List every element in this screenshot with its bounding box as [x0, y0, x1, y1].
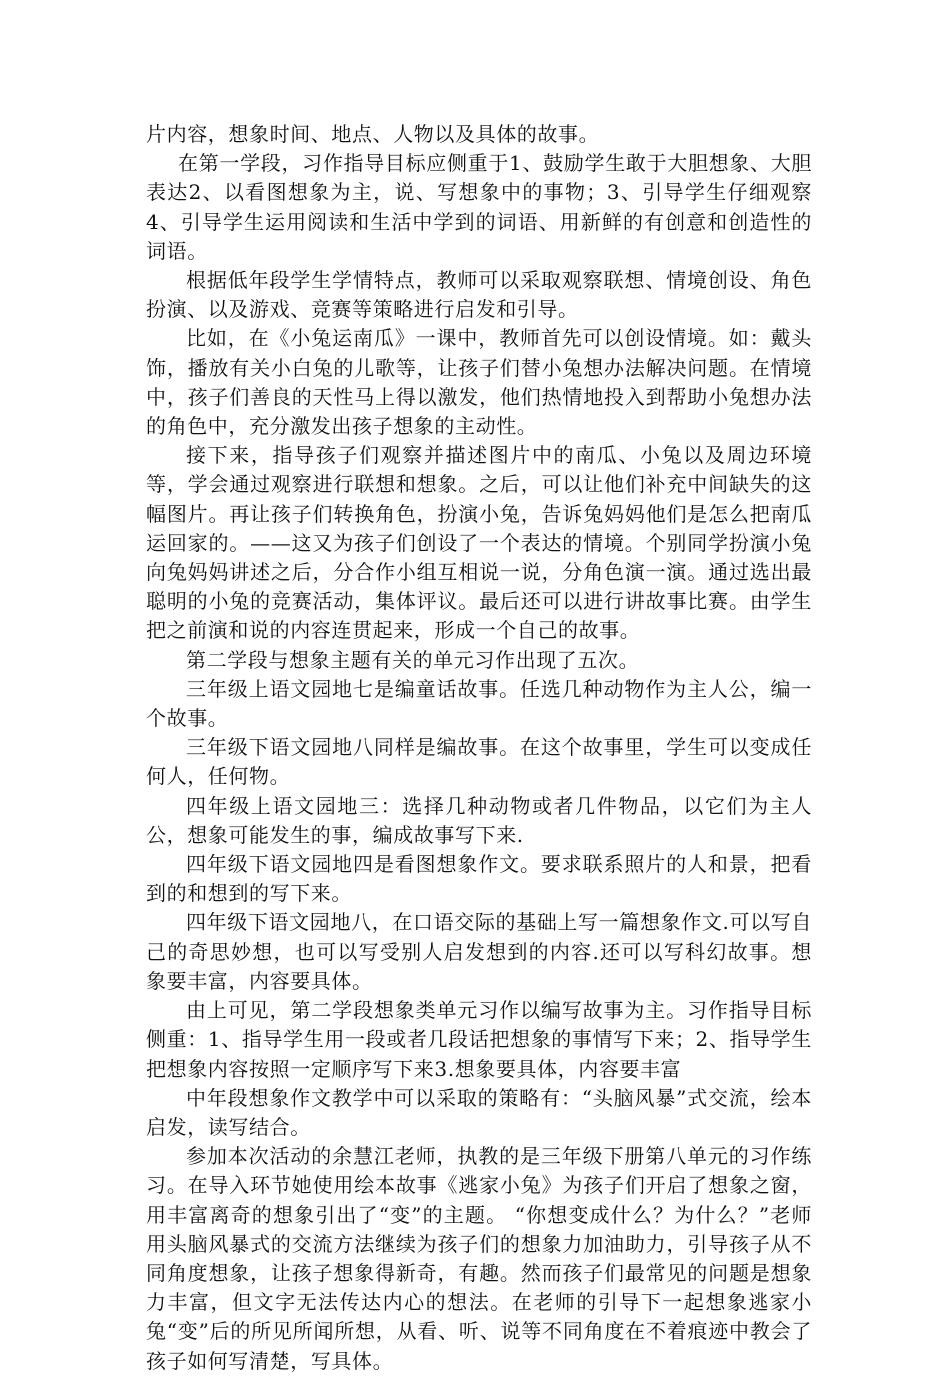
- paragraph: 四年级下语文园地八，在口语交际的基础上写一篇想象作文.可以写自己的奇思妙想，也可以写受别人启发想到的内容.还可以写科幻故事。想象要丰富，内容要具体。: [146, 910, 812, 993]
- paragraph: 三年级下语文园地八同样是编故事。在这个故事里，学生可以变成任何人，任何物。: [146, 735, 812, 789]
- paragraph: 三年级上语文园地七是编童话故事。任选几种动物作为主人公，编一个故事。: [146, 676, 812, 731]
- paragraph: 根据低年段学生学情特点，教师可以采取观察联想、情境创设、角色扮演、以及游戏、竞赛等策略进行启发和引导。: [146, 268, 812, 322]
- paragraph: 四年级下语文园地四是看图想象作文。要求联系照片的人和景，把看到的和想到的写下来。: [146, 852, 812, 906]
- paragraph: 四年级上语文园地三：选择几种动物或者几件物品，以它们为主人公，想象可能发生的事，编成故事写下来.: [146, 793, 812, 847]
- paragraph: 第二学段与想象主题有关的单元习作出现了五次。: [186, 647, 640, 672]
- paragraph: 在第一学段，习作指导目标应侧重于1、鼓励学生敢于大胆想象、大胆表达2、以看图想象为主，说、写想象中的事物；3、引导学生仔细观察4、引导学生运用阅读和生活中学到的词语、用新鲜的有创意和创造性的词语。: [146, 151, 812, 263]
- document-body: [146, 120, 812, 1376]
- paragraph: 参加本次活动的余慧江老师，执教的是三年级下册第八单元的习作练习。在导入环节她使用绘本故事《逃家小兔》为孩子们开启了想象之窗，用丰富离奇的想象引出了“变”的主题。 “你想变成什么？为什么？”老师用头脑风暴式的交流方法继续为孩子们的想象力加油助力，引导孩子从不同角度想象，让孩子想象得新奇，有趣。然而孩子们最常见的问题是想象力丰富，但文字无法传达内心的想法。在老师的引导下一起想象逃家小兔“变”后的所见所闻所想，从看、听、说等不同角度在不着痕迹中教会了孩子如何写清楚，写具体。: [146, 1144, 812, 1373]
- paragraph: 中年段想象作文教学中可以采取的策略有：“头脑风暴”式交流，绘本启发，读写结合。: [146, 1085, 812, 1139]
- paragraph: 片内容，想象时间、地点、人物以及具体的故事。: [146, 122, 600, 146]
- paragraph: 接下来，指导孩子们观察并描述图片中的南瓜、小兔以及周边环境等，学会通过观察进行联想和想象。之后，可以让他们补充中间缺失的这幅图片。再让孩子们转换角色，扮演小兔，告诉兔妈妈他们是怎么把南瓜运回家的。——这又为孩子们创设了一个表达的情境。个别同学扮演小兔向兔妈妈讲述之后，分合作小组互相说一说，分角色演一演。通过选出最聪明的小兔的竞赛活动，集体评议。最后还可以进行讲故事比赛。由学生把之前演和说的内容连贯起来，形成一个自己的故事。: [146, 443, 812, 643]
- paragraph: 比如，在《小兔运南瓜》一课中，教师首先可以创设情境。如：戴头饰，播放有关小白兔的儿歌等，让孩子们替小兔想办法解决问题。在情境中，孩子们善良的天性马上得以激发，他们热情地投入到帮助小兔想办法的角色中，充分激发出孩子想象的主动性。: [146, 326, 812, 439]
- paragraph: 由上可见，第二学段想象类单元习作以编写故事为主。习作指导目标侧重：1、指导学生用一段或者几段话把想象的事情写下来；2、指导学生把想象内容按照一定顺序写下来3.想象要具体，内容要丰富: [146, 998, 812, 1081]
